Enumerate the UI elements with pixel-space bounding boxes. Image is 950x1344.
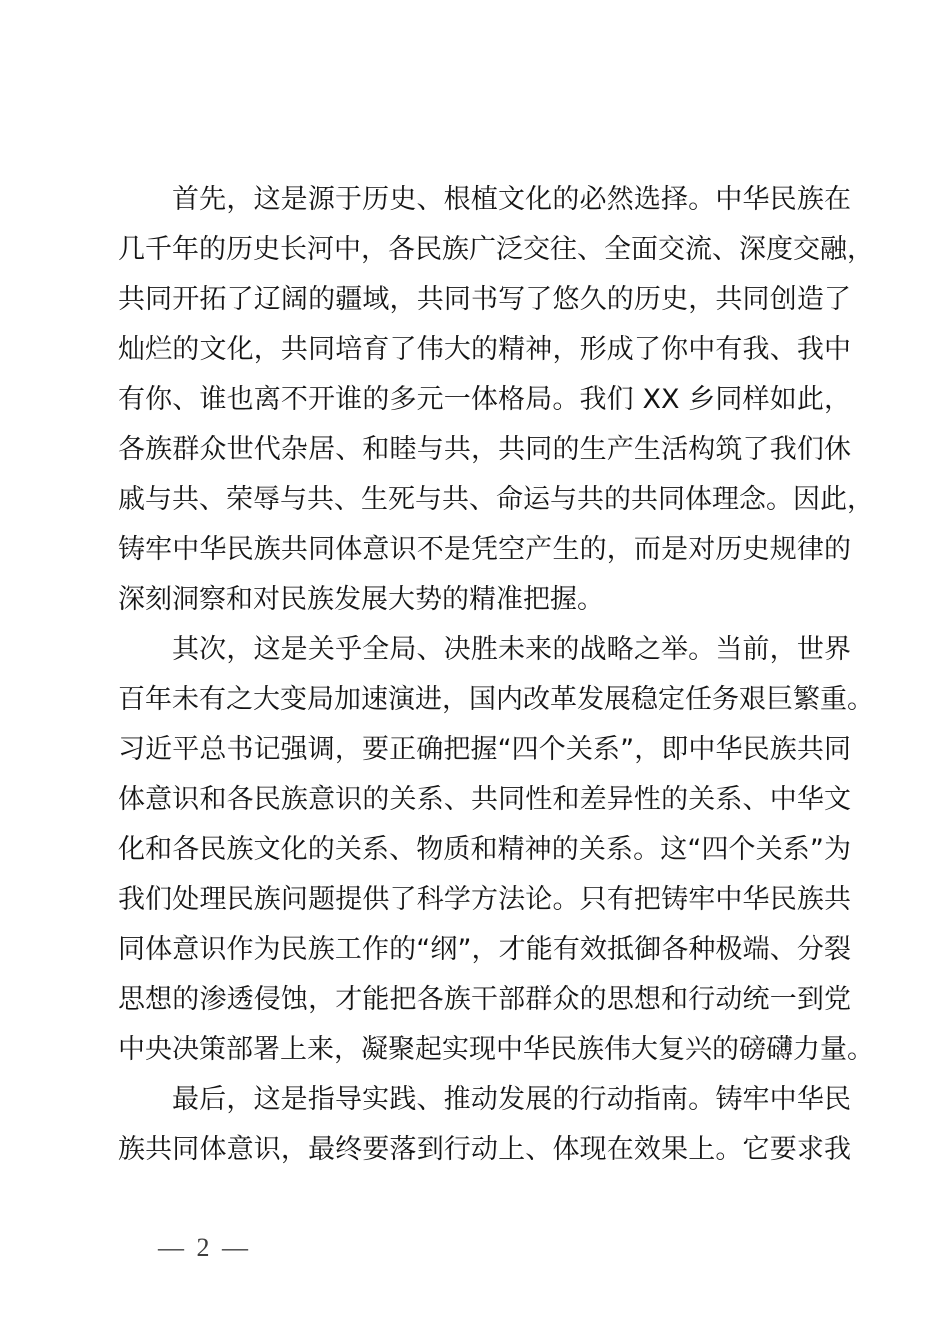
text-line: 同体意识作为民族工作的“纲”，才能有效抵御各种极端、分裂 — [118, 934, 851, 965]
text-line: 族共同体意识，最终要落到行动上、体现在效果上。它要求我 — [118, 1134, 851, 1165]
text-line: 戚与共、荣辱与共、生死与共、命运与共的共同体理念。因此， — [118, 484, 874, 515]
text-line: 最后，这是指导实践、推动发展的行动指南。铸牢中华民 — [172, 1084, 851, 1115]
text-line: 化和各民族文化的关系、物质和精神的关系。这“四个关系”为 — [118, 834, 851, 865]
text-line: 习近平总书记强调，要正确把握“四个关系”，即中华民族共同 — [118, 734, 851, 765]
paragraph-1 — [118, 175, 874, 625]
page-footer — [158, 1232, 251, 1264]
paragraph-2 — [118, 625, 874, 1075]
text-line: 有你、谁也离不开谁的多元一体格局。我们 XX 乡同样如此， — [118, 384, 851, 415]
text-line: 中央决策部署上来，凝聚起实现中华民族伟大复兴的磅礴力量。 — [118, 1034, 874, 1065]
text-line: 首先，这是源于历史、根植文化的必然选择。中华民族在 — [172, 184, 851, 215]
text-line: 思想的渗透侵蚀，才能把各族干部群众的思想和行动统一到党 — [118, 984, 851, 1015]
text-line: 深刻洞察和对民族发展大势的精准把握。 — [118, 584, 604, 615]
text-line: 各族群众世代杂居、和睦与共，共同的生产生活构筑了我们休 — [118, 434, 851, 465]
text-line: 体意识和各民族意识的关系、共同性和差异性的关系、中华文 — [118, 784, 851, 815]
text-line: 几千年的历史长河中，各民族广泛交往、全面交流、深度交融， — [118, 234, 874, 265]
paragraph-3 — [118, 1075, 851, 1175]
text-line: 百年未有之大变局加速演进，国内改革发展稳定任务艰巨繁重。 — [118, 684, 874, 715]
page-number: — 2 — — [158, 1233, 251, 1262]
document-body-text — [118, 175, 874, 1175]
text-line: 我们处理民族问题提供了科学方法论。只有把铸牢中华民族共 — [118, 884, 851, 915]
text-line: 其次，这是关乎全局、决胜未来的战略之举。当前，世界 — [172, 634, 851, 665]
text-line: 共同开拓了辽阔的疆域，共同书写了悠久的历史，共同创造了 — [118, 284, 851, 315]
text-line: 铸牢中华民族共同体意识不是凭空产生的，而是对历史规律的 — [118, 534, 851, 565]
text-line: 灿烂的文化，共同培育了伟大的精神，形成了你中有我、我中 — [118, 334, 851, 365]
